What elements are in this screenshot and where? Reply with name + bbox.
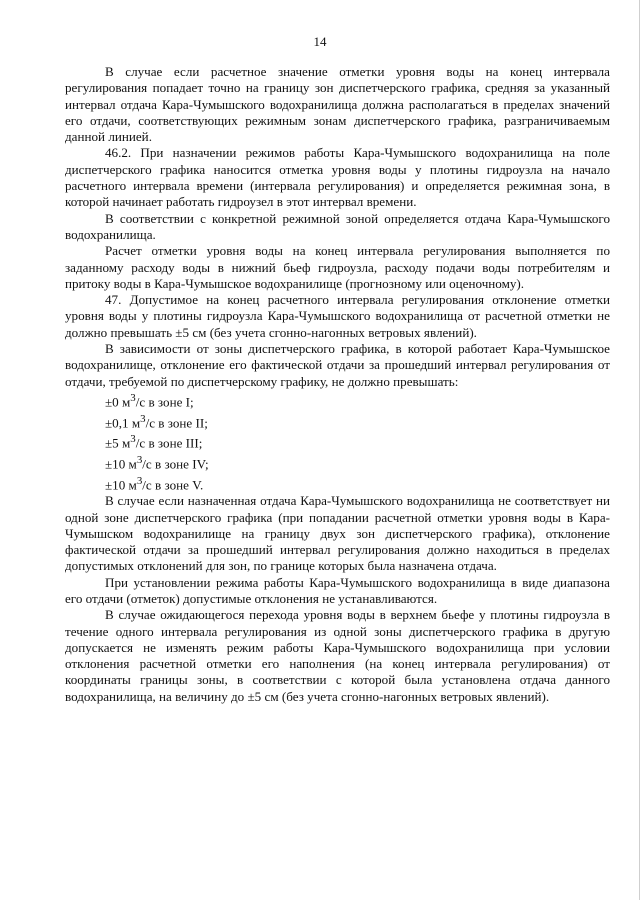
list-item-sup: 3 bbox=[140, 412, 146, 425]
paragraph: В зависимости от зоны диспетчерского графика, в которой работает Кара-Чумышское водохранилище, отклонение его фактической отдачи за прошедший интервал регулирования от отдачи, требуемой по диспетчерскому графику, не должно превышать: bbox=[65, 341, 610, 389]
list-item-sup: 3 bbox=[136, 474, 143, 487]
paragraph: При установлении режима работы Кара-Чумышского водохранилища в виде диапазона его отдачи (отметок) допустимые отклонения не устанавливаются. bbox=[65, 574, 610, 606]
list-item-sup: 3 bbox=[136, 453, 143, 466]
paragraph: В случае если назначенная отдача Кара-Чумышского водохранилища не соответствует ни одной зоне диспетчерского графика (при попадании расчетной отметки уровня воды в Кара-Чумышском водохранилище на границу двух зон диспетчерского графика), отклонение фактической отдачи за прошедший интервал регулирования должно находиться в пределах допустимых отклонений для зон, по границе которых была назначена отдача. bbox=[65, 493, 610, 574]
list-item bbox=[65, 452, 610, 473]
paragraph: 46.2. При назначении режимов работы Кара-Чумышского водохранилища на поле диспетчерского графика наносится отметка уровня воды у плотины гидроузла на начало расчетного интервала времени (интервала регулирования) и определяется режимная зона, в которой начинает работать гидроузел в этот интервал времени. bbox=[65, 145, 610, 210]
paragraph: Расчет отметки уровня воды на конец интервала регулирования выполняется по заданному расходу воды в нижний бьеф гидроузла, расходу подачи воды потребителям и притоку воды в Кара-Чумышское водохранилище (прогнозному или оценочному). bbox=[65, 243, 610, 291]
list-item bbox=[65, 390, 610, 411]
list-item-value: ±0,1 м bbox=[105, 414, 141, 430]
list-item-unit: /с в зоне I; bbox=[135, 394, 194, 410]
list-item-sup: 3 bbox=[130, 433, 136, 446]
list-item-value: ±5 м bbox=[105, 435, 131, 451]
list-item-value: ±10 м bbox=[105, 456, 137, 472]
paragraph: В соответствии с конкретной режимной зоной определяется отдача Кара-Чумышского водохранилища. bbox=[65, 210, 610, 242]
list-item-unit: /с в зоне II; bbox=[145, 414, 208, 430]
list-item-sup: 3 bbox=[130, 391, 136, 404]
list-item bbox=[65, 411, 610, 432]
paragraph: 47. Допустимое на конец расчетного интервала регулирования отклонение отметки уровня воды у плотины гидроузла Кара-Чумышского водохранилища от расчетной отметки не должно превышать ±5 см (без учета сгонно-нагонных ветровых явлений). bbox=[65, 292, 610, 340]
list-item bbox=[65, 431, 610, 452]
list-item-unit: /с в зоне III; bbox=[135, 435, 203, 451]
list-item-unit: /с в зоне IV; bbox=[142, 456, 209, 472]
list-item bbox=[65, 473, 610, 494]
list-item-value: ±10 м bbox=[105, 476, 137, 492]
document-body bbox=[65, 64, 610, 705]
deviation-list bbox=[65, 390, 610, 493]
list-item-unit: /с в зоне V. bbox=[142, 476, 204, 492]
page-number: 14 bbox=[313, 34, 327, 49]
paragraph: В случае если расчетное значение отметки уровня воды на конец интервала регулирования попадает точно на границу зон диспетчерского графика, средняя за указанный интервал отдача Кара-Чумышского водохранилища должна располагаться в пределах значений его отдачи, соответствующих режимным зонам диспетчерского графика, разграничиваемым данной линией. bbox=[65, 64, 610, 145]
list-item-value: ±0 м bbox=[105, 394, 131, 410]
paragraph: В случае ожидающегося перехода уровня воды в верхнем бьефе у плотины гидроузла в течение одного интервала регулирования из одной зоны диспетчерского графика в другую допускается не изменять режим работы Кара-Чумышского водохранилища при условии отклонения расчетной отметки его наполнения (на конец интервала регулирования) от координаты границы зоны, в соответствии с которой была установлена отдача данного водохранилища, на величину до ±5 см (без учета сгонно-нагонных ветровых явлений). bbox=[65, 607, 610, 704]
